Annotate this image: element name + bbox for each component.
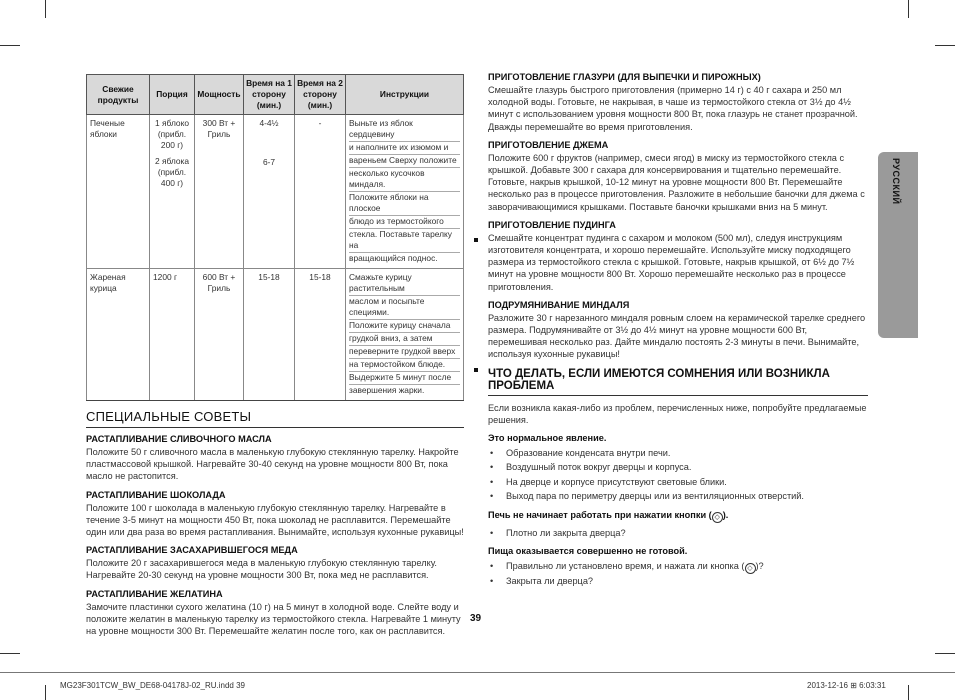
instruction-line: Выдержите 5 минут после bbox=[349, 372, 460, 385]
table-row bbox=[87, 269, 464, 401]
instruction-line: на термостойком блюде. bbox=[349, 359, 460, 372]
list-item: • Выход пара по периметру дверцы или из вентиляционных отверстий. bbox=[490, 491, 804, 502]
start-button-icon: ◇ bbox=[712, 512, 723, 523]
recipe-heading: ПРИГОТОВЛЕНИЕ ГЛАЗУРИ (ДЛЯ ВЫПЕЧКИ И ПИРОЖНЫХ) bbox=[488, 72, 761, 82]
list-item-text: Воздушный поток вокруг дверцы и корпуса. bbox=[506, 462, 692, 473]
portion-item: 1 яблоко (прибл. 200 г) bbox=[155, 118, 189, 150]
table-header-cell: Инструкции bbox=[346, 75, 464, 115]
tip-text: Положите 50 г сливочного масла в маленькую глубокую стеклянную тарелку. Накройте пластмассовой крышкой. Нагревайте 30-40 секунд на уровне мощности 800 Вт, пока масло не растопится. bbox=[86, 447, 459, 482]
troubleshooting-heading-suffix: . bbox=[725, 509, 729, 520]
time1-cell: 15-18 bbox=[244, 269, 295, 401]
recipe-text: Смешайте глазурь быстрого приготовления (примерно 14 г) с 40 г сахара и 250 мл холодной воды. Готовьте, не накрывая, в чаше из термостойкого стекла от 3½ до 4½ минут с использованием уровня мощности 800 Вт, пока глазурь не станет прозрачной. Дважды перемешайте во время приготовления. bbox=[488, 85, 858, 132]
product-cell: Печеные яблоки bbox=[87, 115, 150, 269]
tip-text: Положите 100 г шоколада в маленькую глубокую стеклянную тарелку. Нагревайте в течение 3-5 минут на мощности 450 Вт, пока шоколад не расплавится. Перемешайте один или два раза во время растапливания. Вынимайте, используя кухонные рукавицы! bbox=[86, 502, 464, 538]
table-header-row bbox=[87, 75, 464, 115]
troubleshooting-heading: Печь не начинает работать при нажатии кнопки ( ◇ ). bbox=[488, 509, 729, 521]
troubleshooting-heading: Это нормальное явление. bbox=[488, 433, 607, 444]
time1-value: 4-4½ bbox=[259, 118, 279, 128]
crop-mark bbox=[0, 653, 20, 654]
language-tab bbox=[878, 152, 918, 338]
list-item-text: Образование конденсата внутри печи. bbox=[506, 448, 671, 459]
troubleshooting-heading-text: Печь не начинает работать при нажатии кнопки bbox=[488, 509, 707, 520]
list-item: • Образование конденсата внутри печи. bbox=[490, 448, 671, 459]
table-row bbox=[87, 115, 464, 269]
recipe-heading: ПРИГОТОВЛЕНИЕ ПУДИНГА bbox=[488, 219, 616, 230]
time2-cell: - bbox=[295, 115, 346, 269]
recipe-heading: ПОДРУМЯНИВАНИЕ МИНДАЛЯ bbox=[488, 299, 630, 310]
page-number: 39 bbox=[470, 613, 482, 624]
crop-mark bbox=[935, 45, 955, 46]
list-item-text: Плотно ли закрыта дверца? bbox=[506, 527, 626, 538]
start-button-icon: ◇ bbox=[745, 563, 756, 574]
table-header-cell: Мощность bbox=[195, 75, 244, 115]
recipe-text: Положите 600 г фруктов (например, смеси ягод) в миску из термостойкого стекла с крышкой. Добавьте 300 г сахара для консервирования и тщательно перемешайте. Готовьте, накрыв крышкой, 10-12 минут на уровне мощности 800 Вт. Перемешайте несколько раз в процессе приготовления. Разложите в небольшие баночки для джема с заворачивающимися крышками. Поставьте баночки крышками вниз на 5 минут. bbox=[488, 152, 865, 212]
troubleshooting-list bbox=[488, 559, 868, 588]
special-tips-title: СПЕЦИАЛЬНЫЕ СОВЕТЫ bbox=[86, 409, 464, 428]
troubleshooting-heading: Пища оказывается совершенно не готовой. bbox=[488, 546, 688, 557]
crop-mark bbox=[935, 653, 955, 654]
instructions-cell bbox=[346, 115, 464, 269]
portion-cell bbox=[150, 269, 195, 401]
portion-cell bbox=[150, 115, 195, 269]
registration-mark bbox=[474, 238, 478, 242]
time2-cell: 15-18 bbox=[295, 269, 346, 401]
table-header-cell: Порция bbox=[150, 75, 195, 115]
list-item: • Закрыта ли дверца? bbox=[490, 576, 594, 587]
recipe-text: Разложите 30 г нарезанного миндаля ровным слоем на керамической тарелке среднего размера. Подрумянивайте от 3½ до 4½ минут на уровне мощности 600 Вт, перемешивая несколько раз. Дайте миндалю постоять 2-3 минуты в печи. Вынимайте, используя кухонные рукавицы! bbox=[488, 312, 866, 360]
table-header-cell: Время на 1 сторону (мин.) bbox=[244, 75, 295, 115]
table-header-cell: Свежие продукты bbox=[87, 75, 150, 115]
tip-text: Замочите пластинки сухого желатина (10 г) на 5 минут в холодной воде. Слейте воду и положите желатин в маленькую тарелку из термостойкого стекла. Нагревайте 1 минуту на уровне мощности 300 Вт. Перемешайте желатин после того, как он расплавится. bbox=[86, 601, 461, 637]
registration-mark bbox=[474, 368, 478, 372]
portion-item: 2 яблока (прибл. 400 г) bbox=[154, 156, 190, 188]
instruction-line: Положите яблоки на плоское bbox=[349, 192, 460, 216]
instruction-line: Положите курицу сначала bbox=[349, 320, 460, 333]
instructions-cell bbox=[346, 269, 464, 401]
list-item: • Правильно ли установлено время, и нажата ли кнопка ( ◇ )? bbox=[490, 561, 764, 573]
product-cell: Жареная курица bbox=[87, 269, 150, 401]
language-tab-label: РУССКИЙ bbox=[891, 158, 901, 205]
list-item-text: Выход пара по периметру дверцы или из вентиляционных отверстий. bbox=[506, 491, 804, 502]
instruction-line: Выньте из яблок сердцевину bbox=[349, 118, 460, 142]
recipe-heading: ПРИГОТОВЛЕНИЕ ДЖЕМА bbox=[488, 139, 609, 150]
tip-heading: РАСТАПЛИВАНИЕ ЖЕЛАТИНА bbox=[86, 588, 223, 599]
footer-divider bbox=[0, 672, 955, 673]
tip-heading: РАСТАПЛИВАНИЕ ШОКОЛАДА bbox=[86, 489, 226, 500]
footer-timestamp: 2013-12-16 ⊞ 6:03:31 bbox=[807, 681, 886, 690]
right-column bbox=[488, 72, 868, 595]
troubleshooting-list bbox=[488, 446, 868, 504]
left-column bbox=[86, 74, 464, 644]
crop-mark bbox=[908, 685, 909, 700]
footer-filename: MG23F301TCW_BW_DE68-04178J-02_RU.indd 39 bbox=[60, 681, 245, 690]
crop-mark bbox=[908, 0, 909, 18]
list-item-text: Правильно ли установлено время, и нажата ли кнопка bbox=[506, 561, 739, 572]
cooking-table bbox=[86, 74, 464, 401]
list-item: • На дверце и корпусе присутствуют световые блики. bbox=[490, 476, 727, 487]
list-item-text: Закрыта ли дверца? bbox=[506, 576, 594, 587]
power-cell: 600 Вт + Гриль bbox=[195, 269, 244, 401]
portion-item: 1200 г bbox=[153, 272, 178, 282]
troubleshooting-title: ЧТО ДЕЛАТЬ, ЕСЛИ ИМЕЮТСЯ СОМНЕНИЯ ИЛИ ВОЗНИКЛА ПРОБЛЕМА bbox=[488, 368, 868, 396]
tip-heading: РАСТАПЛИВАНИЕ ЗАСАХАРИВШЕГОСЯ МЕДА bbox=[86, 545, 298, 556]
instruction-line: несколько кусочков миндаля. bbox=[349, 168, 460, 192]
time1-cell bbox=[244, 115, 295, 269]
instruction-line: переверните грудкой вверх bbox=[349, 346, 460, 359]
list-item: • Воздушный поток вокруг дверцы и корпуса. bbox=[490, 462, 692, 473]
list-item-text: На дверце и корпусе присутствуют световые блики. bbox=[506, 476, 727, 487]
table-header-cell: Время на 2 сторону (мин.) bbox=[295, 75, 346, 115]
list-item: • Плотно ли закрыта дверца? bbox=[490, 527, 626, 538]
instruction-line: стекла. Поставьте тарелку на bbox=[349, 229, 460, 253]
time1-value: 6-7 bbox=[262, 157, 276, 167]
crop-mark bbox=[45, 685, 46, 700]
crop-mark bbox=[45, 0, 46, 18]
instruction-line: маслом и посыпьте специями. bbox=[349, 296, 460, 320]
instruction-line: грудкой вниз, а затем bbox=[349, 333, 460, 346]
instruction-line: Смажьте курицу растительным bbox=[349, 272, 460, 296]
crop-mark bbox=[0, 45, 20, 46]
instruction-line: блюдо из термостойкого bbox=[349, 216, 460, 229]
troubleshooting-intro: Если возникла какая-либо из проблем, перечисленных ниже, попробуйте предлагаемые решения. bbox=[488, 402, 867, 425]
instruction-line: вращающийся поднос. bbox=[349, 253, 438, 263]
tip-heading: РАСТАПЛИВАНИЕ СЛИВОЧНОГО МАСЛА bbox=[86, 434, 272, 444]
recipe-text: Смешайте концентрат пудинга с сахаром и молоком (500 мл), следуя инструкциям изготовителя концентрата, и хорошо перемешайте. Используйте миску подходящего размера из термостойкого стекла с крышкой. Готовьте, накрыв крышкой, от 6½ до 7½ минут на уровне мощности 800 Вт. Хорошо перемешайте несколько раз в процессе приготовления. bbox=[488, 232, 855, 292]
instruction-line: завершения жарки. bbox=[349, 385, 425, 395]
troubleshooting-list bbox=[488, 526, 868, 540]
tip-text: Положите 20 г засахарившегося меда в маленькую глубокую стеклянную тарелку. Нагревайте 20-30 секунд на уровне мощности 300 Вт, пока мед не расплавится. bbox=[86, 558, 437, 581]
instruction-line: вареньем Сверху положите bbox=[349, 155, 460, 168]
power-cell: 300 Вт + Гриль bbox=[195, 115, 244, 269]
instruction-line: и наполните их изюмом и bbox=[349, 142, 460, 155]
